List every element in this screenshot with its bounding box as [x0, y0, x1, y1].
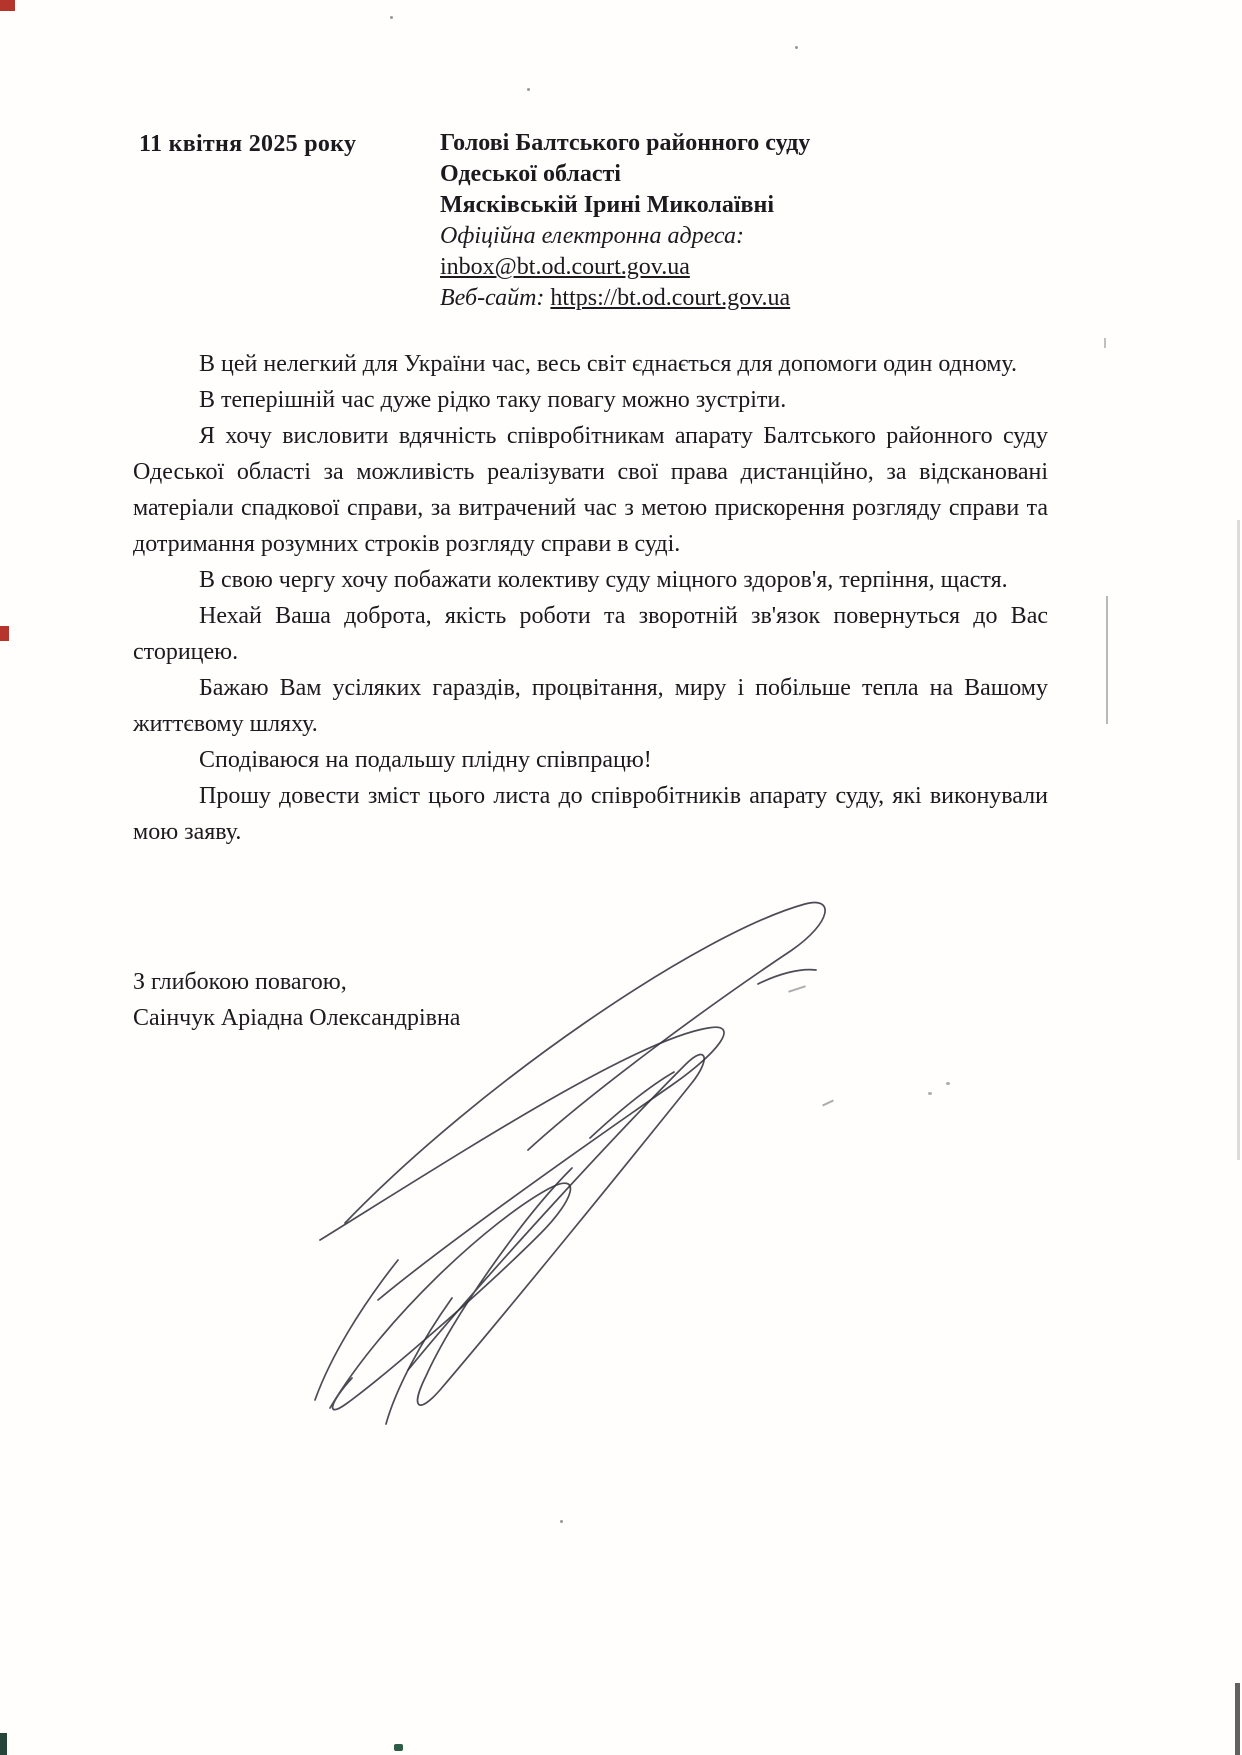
- website-label: Веб-сайт:: [440, 285, 545, 311]
- pen-stray-mark: [822, 1100, 834, 1107]
- pen-stray-mark: [928, 1092, 932, 1095]
- pen-stray-mark: [946, 1082, 950, 1085]
- letter-date: 11 квітня 2025 року: [139, 131, 357, 157]
- recipient-line-1: Голові Балтського районного суду: [440, 130, 811, 156]
- paragraph-6: Бажаю Вам усіляких гараздів, процвітання, миру і побільше тепла на Вашому життєвому шляху.: [133, 675, 1048, 737]
- scan-artifact-bottom-left: [0, 1733, 7, 1755]
- scan-speck: [795, 46, 798, 49]
- closing-salutation: З глибокою повагою,: [133, 969, 347, 995]
- email-line: [440, 252, 940, 283]
- website-url: https://bt.od.court.gov.ua: [550, 285, 791, 311]
- scan-speck: [527, 88, 530, 91]
- paragraph-3: Я хочу висловити вдячність співробітникам апарату Балтського районного суду Одеської області за можливість реалізувати свої права дистанційно, за відскановані матеріали спадкової справи, за витрачений час з метою прискорення розгляду справи та дотримання розумних строків розгляду справи в суді.: [133, 423, 1048, 557]
- scan-artifact-right-edge: [1237, 520, 1240, 1160]
- email-label: Офіційна електронна адреса:: [440, 223, 744, 249]
- scan-artifact-bottom-right: [1235, 1683, 1240, 1755]
- paragraph-7: Сподіваюся на подальшу плідну співпрацю!: [199, 747, 652, 773]
- paragraph-1: В цей нелегкий для України час, весь світ єднається для допомоги один одному.: [199, 351, 1018, 377]
- scan-artifact-right-tick: [1104, 338, 1106, 348]
- scan-speck: [560, 1520, 563, 1523]
- closing-name: Саінчук Аріадна Олександрівна: [133, 1005, 461, 1031]
- pen-stray-mark: [788, 985, 806, 992]
- scan-artifact-left-edge: [0, 626, 9, 641]
- scan-artifact-bottom: [394, 1744, 403, 1751]
- closing-block: [133, 964, 460, 1036]
- recipient-line-3: Мясківській Ірині Миколаївні: [440, 192, 774, 218]
- letter-body: [133, 346, 1048, 850]
- paragraph-4: В свою чергу хочу побажати колективу суду міцного здоров'я, терпіння, щастя.: [199, 567, 1008, 593]
- paragraph-2: В теперішній час дуже рідко таку повагу можно зустріти.: [199, 387, 787, 413]
- recipient-block: [440, 128, 940, 314]
- paragraph-5: Нехай Ваша доброта, якість роботи та зворотній зв'язок повернуться до Вас сторицею.: [133, 603, 1048, 665]
- website-line: [440, 283, 940, 314]
- scan-artifact-right-line: [1106, 596, 1108, 724]
- scan-speck: [390, 16, 393, 19]
- recipient-line-2: Одеської області: [440, 161, 621, 187]
- scan-artifact-top-left: [0, 0, 15, 11]
- email-address: inbox@bt.od.court.gov.ua: [440, 254, 690, 280]
- paragraph-8: Прошу довести зміст цього листа до співробітників апарату суду, які виконували мою заяву.: [133, 783, 1048, 845]
